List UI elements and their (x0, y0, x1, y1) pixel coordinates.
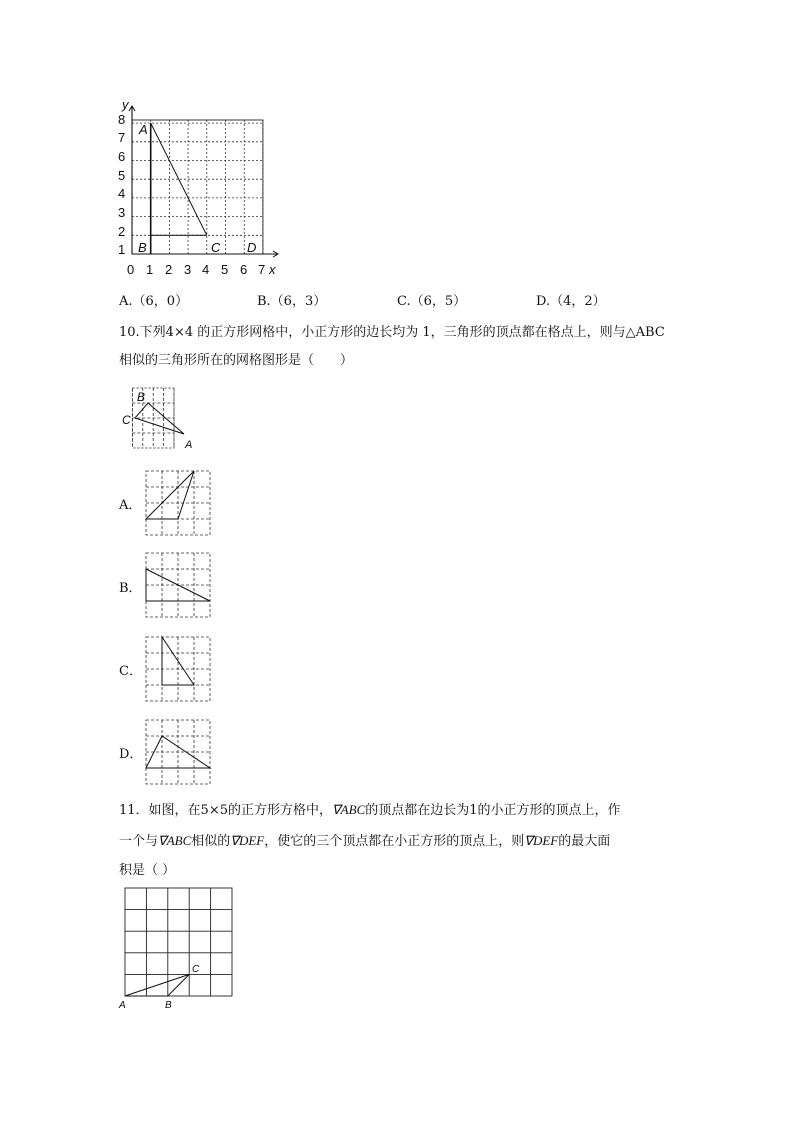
q9-xtick: 4 (202, 262, 210, 277)
q10-option-c-figure[interactable] (145, 636, 211, 702)
q9-x-axis-label: x (269, 262, 276, 277)
q10-option-c-label[interactable]: C． (119, 664, 142, 679)
q11-stem-text: 相似的 (191, 834, 231, 849)
q9-option-b[interactable]: B.（6，3） (257, 294, 327, 309)
q11-label-a: A (119, 1000, 126, 1011)
q9-xtick: 3 (184, 262, 192, 277)
q9-ytick: 1 (118, 242, 126, 257)
q9-point-d-label: D (247, 240, 257, 255)
q10-option-b-figure[interactable] (145, 552, 211, 618)
q11-stem-text: 的最大面 (558, 834, 611, 849)
q9-option-c[interactable]: C.（6，5） (397, 294, 467, 309)
q9-coordinate-figure (110, 96, 290, 286)
q11-triangle-abc: ∇ABC (158, 833, 192, 848)
q10-ref-label-a: A (185, 439, 193, 451)
q9-xtick: 0 (127, 262, 135, 277)
q9-ytick: 3 (118, 205, 126, 220)
q9-ytick: 4 (118, 186, 126, 201)
q11-label-b: B (165, 1000, 172, 1011)
q9-ytick: 2 (118, 224, 126, 239)
q10-reference-triangle (135, 403, 184, 434)
q10-stem-line2: 相似的三角形所在的网格图形是（ ） (119, 353, 354, 368)
q9-segment-ac (151, 123, 207, 235)
q10-stem-line1: 10.下列4×4 的正方形网格中，小正方形的边长均为 1，三角形的顶点都在格点上，则与△ABC (119, 325, 665, 340)
q9-ytick: 7 (118, 130, 126, 145)
q11-stem-text: ，使它的三个顶点都在小正方形的顶点上，则 (264, 834, 525, 849)
q9-ytick: 5 (118, 168, 126, 183)
q11-triangle-def: ∇DEF (230, 833, 265, 848)
q10-option-a-label[interactable]: A． (119, 498, 142, 513)
q9-ytick: 8 (118, 112, 126, 127)
q11-triangle (125, 974, 189, 996)
q11-triangle-def: ∇DEF (524, 833, 559, 848)
q9-xtick: 1 (146, 262, 154, 277)
q9-grid (132, 120, 263, 254)
q11-stem-text: 一个与 (119, 834, 159, 849)
q11-stem-line3: 积是（ ） (119, 863, 176, 878)
q9-point-a-label: A (139, 122, 148, 137)
q10-option-a-triangle (146, 471, 194, 519)
q9-option-d[interactable]: D.（4，2） (536, 294, 606, 309)
q11-stem-text: 11．如图，在5×5的正方形方格中， (119, 803, 332, 818)
q9-option-a[interactable]: A.（6，0） (119, 294, 189, 309)
q9-point-b-label: B (138, 240, 147, 255)
q11-grid-figure (116, 884, 240, 1014)
q9-ytick: 6 (118, 149, 126, 164)
q9-xtick: 7 (258, 262, 266, 277)
q9-xtick: 2 (165, 262, 173, 277)
q10-option-d-figure[interactable] (145, 719, 211, 785)
q9-xtick: 5 (221, 262, 229, 277)
q11-grid (125, 888, 232, 996)
q10-ref-label-b: B (137, 390, 146, 404)
q9-xtick: 6 (240, 262, 248, 277)
q11-stem-text: 的顶点都在边长为1的小正方形的顶点上，作 (365, 803, 621, 818)
q11-label-c: C (192, 964, 200, 975)
q11-stem-line2 (119, 831, 610, 852)
q9-point-c-label: C (211, 240, 221, 255)
q10-option-a-figure[interactable] (145, 470, 211, 536)
q10-option-b-label[interactable]: B． (119, 581, 142, 596)
q10-reference-figure (118, 386, 193, 452)
q9-y-axis-label: y (122, 97, 129, 112)
q10-ref-label-c: C (122, 413, 131, 427)
q10-option-d-label[interactable]: D． (119, 747, 143, 762)
q11-stem-line1 (119, 800, 621, 821)
q11-triangle-abc: ∇ABC (331, 802, 366, 817)
q9-grid-border (132, 120, 263, 254)
